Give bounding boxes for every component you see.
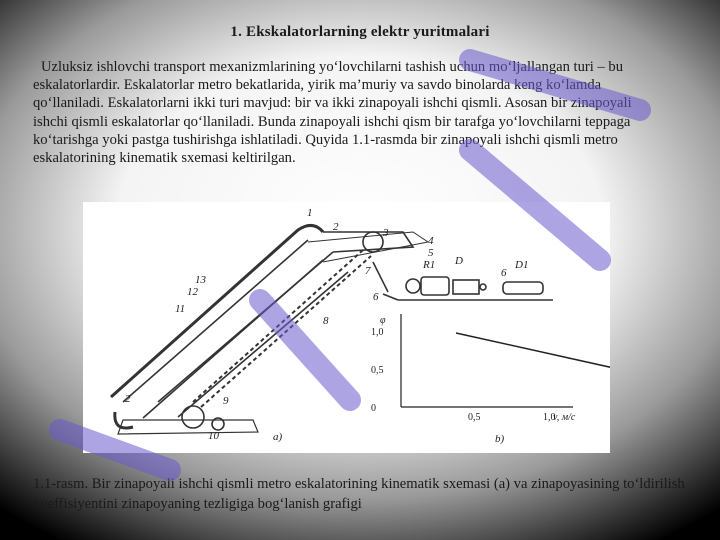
motor-d1: [503, 282, 543, 294]
label-r1: R1: [423, 259, 436, 271]
handrail: [111, 225, 323, 397]
label-panel-a: a): [273, 431, 283, 443]
coupling: [480, 284, 486, 290]
graph-x-label: v, м/с: [553, 412, 576, 423]
graph-y-tick-0: 0: [371, 403, 376, 414]
truss-inner-bottom: [178, 272, 348, 417]
drive-unit: [383, 277, 553, 300]
motor-body: [421, 277, 449, 295]
label-5: 5: [428, 247, 434, 259]
label-4: 4: [428, 235, 434, 247]
label-6b: 6: [373, 291, 379, 303]
graph-x-tick-1: 1,0: [543, 412, 556, 423]
brake-drum: [406, 279, 420, 293]
body-paragraph: Uzluksiz ishlovchi transport mexanizmlarining yo‘lovchilarni tashish uchun mo‘ljallangan turi – bu eskalatorlardir. Eskalatorlar metro bekatlarida, yirik ma’muriy va savdo binolarda keng ko‘lamda qo‘llaniladi. Eskalatorlarni ikki turi mavjud: bir va ikki zinapoyali ishchi qismli. Asosan bir zinapoyali ishchi qismli eskalatorlar qo‘llaniladi. Bunda zinapoyali ishchi qism bir tarafga yo‘lovchilarni teppaga ko‘tarishga yoki pastga tushirishga ishlatiladi. Quyida 1.1-rasmda bir zinapoyali ishchi qismli metro eskalatorining kinematik sxemasi keltirilgan.: [33, 59, 632, 167]
label-panel-b: b): [495, 433, 505, 445]
label-2: 2: [333, 221, 339, 233]
gearbox: [453, 280, 479, 294]
label-d: D: [455, 255, 463, 267]
label-13: 13: [195, 274, 206, 286]
label-d1: D1: [515, 259, 529, 271]
truss-inner-top: [158, 252, 333, 402]
label-1: 1: [307, 207, 313, 219]
label-3: 3: [383, 227, 389, 239]
label-6a: 6: [501, 267, 507, 279]
drive-base: [383, 294, 553, 300]
graph-y-tick-05: 0,5: [371, 365, 384, 376]
label-2b: 2: [125, 393, 131, 405]
graph-y-label: φ: [380, 315, 386, 326]
upper-landing: [323, 232, 413, 252]
figure-caption: 1.1-rasm. Bir zinapoyali ishchi qismli metro eskalatorining kinematik sxemasi (a) va zinapoyasining to‘ldirilish koeffisiyentini zinapoyaning tezligiga bog‘lanish grafigi: [33, 476, 685, 512]
drive-shaft: [373, 262, 388, 292]
coefficient-graph: [371, 314, 610, 445]
label-11: 11: [175, 303, 186, 315]
label-9: 9: [223, 395, 229, 407]
figure-svg: [83, 202, 610, 453]
kinematic-figure: [83, 202, 610, 453]
lower-sprocket: [182, 406, 204, 428]
label-12: 12: [187, 286, 198, 298]
graph-y-tick-1: 1,0: [371, 327, 384, 338]
label-8: 8: [323, 315, 329, 327]
graph-line: [456, 333, 610, 372]
page-title: 1. Ekskalatorlarning elektr yuritmalari: [230, 24, 490, 40]
label-7: 7: [365, 265, 371, 277]
schematic-labels: [125, 207, 528, 443]
truss-outer-top: [123, 240, 308, 402]
graph-x-tick-05: 0,5: [468, 412, 481, 423]
label-10: 10: [208, 430, 219, 442]
